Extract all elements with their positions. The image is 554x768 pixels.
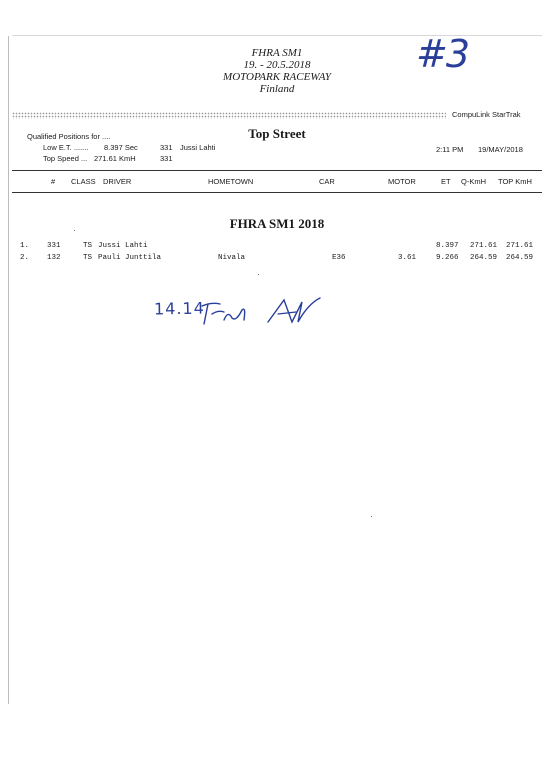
row-motor: 3.61 (398, 254, 417, 262)
col-car: CAR (319, 177, 335, 186)
header-top-rule (12, 170, 542, 171)
col-motor: MOTOR (388, 177, 416, 186)
row-number: 331 (47, 242, 61, 250)
row-driver: Jussi Lahti (98, 242, 148, 250)
handwritten-time: 14.14 (153, 298, 205, 319)
row-number: 132 (47, 254, 61, 262)
col-topkmh: TOP KmH (498, 177, 532, 186)
speck (371, 516, 372, 517)
row-car: E36 (332, 254, 346, 262)
dotted-separator (12, 112, 446, 119)
row-topkmh: 264.59 (506, 254, 534, 262)
low-et-driver: Jussi Lahti (180, 143, 216, 152)
row-qkmh: 264.59 (470, 254, 498, 262)
low-et-car-number: 331 (160, 143, 173, 152)
row-et: 9.266 (436, 254, 459, 262)
row-driver: Pauli Junttila (98, 254, 162, 262)
class-title: Top Street (248, 126, 306, 141)
low-et-value: 8.397 Sec (104, 143, 138, 152)
section-title: FHRA SM1 2018 (229, 216, 325, 231)
col-num: # (51, 177, 56, 186)
col-class: CLASS (71, 177, 96, 186)
row-class: TS (83, 242, 93, 250)
speck (258, 274, 259, 275)
report-date: 19/MAY/2018 (478, 145, 523, 154)
col-hometown: HOMETOWN (208, 177, 254, 186)
handwritten-sheet-number: #3 (416, 32, 469, 76)
row-position: 1. (20, 242, 30, 250)
row-hometown: Nivala (218, 254, 246, 262)
col-driver: DRIVER (103, 177, 132, 186)
top-speed-label: Top Speed ... (43, 154, 88, 163)
row-qkmh: 271.61 (470, 242, 498, 250)
col-qkmh: Q-KmH (461, 177, 486, 186)
top-speed-car-number: 331 (160, 154, 173, 163)
qualified-label: Qualified Positions for .... (27, 132, 111, 141)
event-track: MOTOPARK RACEWAY (223, 71, 331, 83)
top-speed-value: 271.61 KmH (94, 154, 136, 163)
speck (74, 230, 75, 231)
low-et-label: Low E.T. ....... (43, 143, 89, 152)
header-bottom-rule (12, 192, 542, 193)
report-time: 2:11 PM (436, 145, 464, 154)
row-et: 8.397 (436, 242, 459, 250)
system-name: CompuLink StarTrak (452, 110, 521, 119)
event-dates: 19. - 20.5.2018 (243, 59, 311, 71)
row-position: 2. (20, 254, 30, 262)
row-topkmh: 271.61 (506, 242, 534, 250)
event-country: Finland (259, 83, 295, 95)
row-class: TS (83, 254, 93, 262)
handwritten-signature (198, 292, 338, 332)
col-et: ET (441, 177, 451, 186)
event-name: FHRA SM1 (251, 47, 303, 59)
